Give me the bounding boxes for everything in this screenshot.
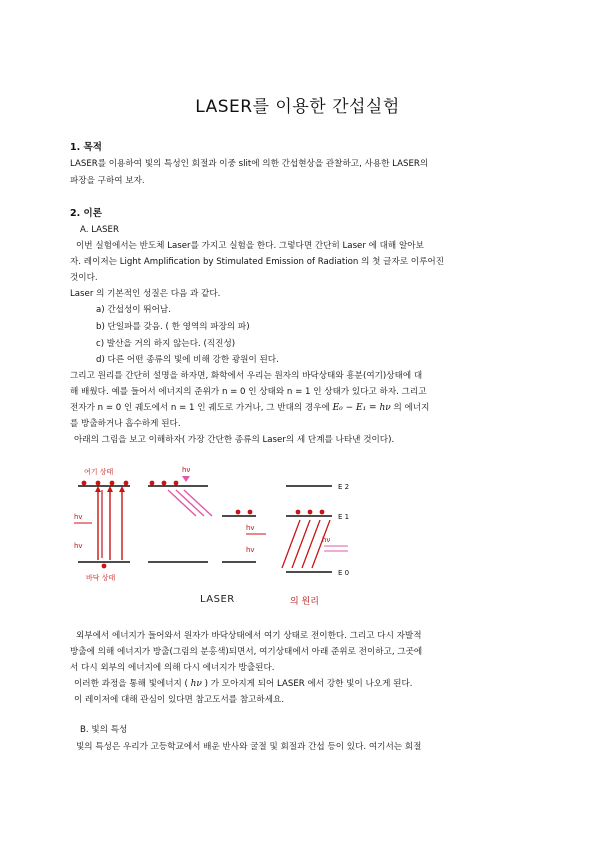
p1-line-1: 이번 실험에서는 반도체 Laser를 가지고 실험을 한다. 그렇다면 간단히 Laser 에 대해 알아보 xyxy=(76,241,424,251)
list-item-b: b) 단일파를 갖음. ( 한 영역의 파장의 파) xyxy=(96,322,250,332)
p1-line-3: 것이다. xyxy=(70,273,98,283)
pump-arrow-head xyxy=(107,486,113,492)
p5-line-3: 서 다시 외부의 에너지에 의해 다시 에너지가 방출된다. xyxy=(70,663,275,673)
atom-dot xyxy=(124,481,129,486)
pump-arrow-head xyxy=(119,486,125,492)
atom-dot xyxy=(96,481,101,486)
hv-label-right: hν xyxy=(322,536,331,544)
emission-arrow xyxy=(168,490,196,516)
atom-dot xyxy=(102,564,107,569)
p3-line-3-text: 전자가 n = 0 인 궤도에서 n = 1 인 궤도로 가거나, 그 반대의 경우에 xyxy=(70,403,330,413)
atom-dot xyxy=(236,510,241,515)
section-1-heading: 1. 목적 xyxy=(70,142,102,153)
hv-label-left-1: hv xyxy=(74,513,83,521)
hv-label-left-2: hv xyxy=(74,542,83,550)
hv-label-top: hν xyxy=(182,466,191,474)
atom-dot xyxy=(150,481,155,486)
hv-label-mid: hv xyxy=(246,524,255,532)
hv-label-mid-2: hv xyxy=(246,546,255,554)
photon-energy-symbol: hν xyxy=(190,679,202,689)
figure-caption-principle: 의 원리 xyxy=(290,597,319,607)
emission-arrow xyxy=(184,490,212,516)
p3-line-4: 를 방출하거나 흡수하게 된다. xyxy=(70,419,181,429)
page-title: LASER를 이용한 간섭실험 xyxy=(195,97,400,117)
label-excited: 여기 상태 xyxy=(84,468,114,476)
atom-dot xyxy=(296,510,301,515)
p7-line: 이 레이저에 대해 관심이 있다면 참고도서를 참고하세요. xyxy=(74,695,285,705)
p2-line: Laser 의 기본적인 성질은 다음 과 같다. xyxy=(70,289,221,299)
p6-line xyxy=(74,676,534,693)
p3-line-2: 해 배웠다. 예를 들어서 에너지의 준위가 n = 0 인 상태와 n = 1 인 상태가 있다고 하자. 그리고 xyxy=(70,387,427,397)
label-ground: 바닥 상태 xyxy=(86,574,116,582)
label-e0: E 0 xyxy=(338,569,350,577)
atom-dot xyxy=(308,510,313,515)
atom-dot xyxy=(174,481,179,486)
atom-dot xyxy=(320,510,325,515)
p1-line-2: 자. 레이저는 Light Amplification by Stimulated Emission of Radiation 의 첫 글자로 이루어진 xyxy=(70,257,445,267)
subsection-b-heading: B. 빛의 특성 xyxy=(80,725,128,735)
p5-line-2: 방출에 의해 에너지가 방출(그림의 분홍색)되면서, 여기상태에서 아래 준위로 전이하고, 그곳에 xyxy=(70,647,423,657)
pump-arrow-head xyxy=(95,486,101,492)
decay-arrow xyxy=(302,520,320,568)
p3-line-1: 그리고 원리를 간단히 설명을 하자면, 화학에서 우리는 원자의 바닥상태와 흥분(여기)상태에 대 xyxy=(70,371,423,381)
label-e1: E 1 xyxy=(338,513,350,521)
section-2-heading: 2. 이론 xyxy=(70,208,102,219)
laser-principle-figure xyxy=(70,462,370,612)
atom-dot xyxy=(248,510,253,515)
p5-line-1: 외부에서 에너지가 들어와서 원자가 바닥상태에서 여기 상태로 전이한다. 그리고 다시 자발적 xyxy=(76,631,422,641)
energy-formula: E₀ − E₁ = hν xyxy=(332,403,391,413)
decay-arrow xyxy=(282,520,300,568)
atom-dot xyxy=(110,481,115,486)
sec1-line-1: LASER를 이용하여 빛의 특성인 회절과 이중 slit에 의한 간섭현상을 관찰하고, 사용한 LASER의 xyxy=(70,159,429,169)
emission-arrow-head xyxy=(182,476,190,482)
list-item-d: d) 다른 어떤 종류의 빛에 비해 강한 광원이 된다. xyxy=(96,355,279,365)
sec1-line-2: 파장을 구하여 보자. xyxy=(70,176,145,186)
p4-line: 아래의 그림을 보고 이해하자( 가장 간단한 종류의 Laser의 세 단계를 나타낸 것이다). xyxy=(74,435,395,445)
subsection-a-heading: A. LASER xyxy=(80,225,119,235)
label-e2: E 2 xyxy=(338,483,350,491)
list-item-c: c) 발산을 거의 하지 않는다. (직진성) xyxy=(96,339,236,349)
p3-line-3 xyxy=(70,400,530,417)
atom-dot xyxy=(82,481,87,486)
emission-arrow xyxy=(176,490,204,516)
p6-text-a: 이러한 과정을 통해 빛에너지 ( xyxy=(74,679,188,689)
figure-caption-laser: LASER xyxy=(200,594,235,605)
atom-dot xyxy=(162,481,167,486)
p6-text-b: ) 가 모아지게 되어 LASER 에서 강한 빛이 나오게 된다. xyxy=(204,679,413,689)
decay-arrow xyxy=(312,520,330,568)
list-item-a: a) 간섭성이 뛰어남. xyxy=(96,305,171,315)
p8-line: 빛의 특성은 우리가 고등학교에서 배운 반사와 굴절 및 회절과 간섭 등이 있다. 여기서는 회절 xyxy=(76,742,422,752)
decay-arrow xyxy=(292,520,310,568)
p3-line-3-tail: 의 에너지 xyxy=(393,403,430,413)
